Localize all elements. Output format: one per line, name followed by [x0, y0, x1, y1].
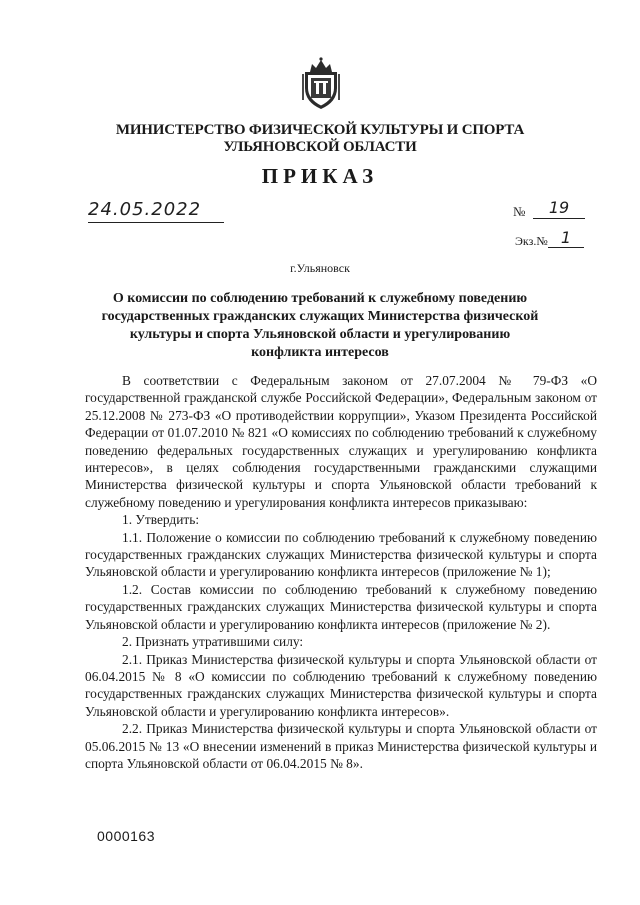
clause-2-2: 2.2. Приказ Министерства физической культуры и спорта Ульяновской области от 05.06.2015 № 13 «О внесении изменений в приказ Министерства физической культуры и спорта Ульяновской области от 06.04.2015 № 8».: [85, 721, 597, 771]
clause-2-1: 2.1. Приказ Министерства физической культуры и спорта Ульяновской области от 06.04.2015 № 8 «О комиссии по соблюдению требований к служебному поведению государственных гражданских служащих Министерства физической культуры и спорта Ульяновской области и урегулированию конфликта интересов».: [85, 651, 597, 719]
order-number: 19: [533, 198, 585, 219]
document-serial-code: 0000163: [97, 828, 156, 844]
order-number-label: №: [513, 204, 526, 219]
clause-1-2: 1.2. Состав комиссии по соблюдению требований к служебному поведению государственных гражданских служащих Министерства физической культуры и спорта Ульяновской области и урегулированию конфликта интересов (приложение № 2).: [85, 581, 597, 632]
order-body: [85, 372, 597, 772]
clause-1: 1. Утвердить:: [122, 512, 200, 528]
issue-city: г.Ульяновск: [290, 261, 350, 275]
order-subject: О комиссии по соблюдению требований к служебному поведению государственных гражданских служащих Министерства физической культуры и спорта Ульяновской области и урегулированию конфликта интересов: [101, 291, 539, 360]
ministry-name: [60, 122, 580, 156]
preamble-paragraph: В соответствии с Федеральным законом от 27.07.2004 № 79-ФЗ «О государственной гражданской службе Российской Федерации», Федеральным законом от 25.12.2008 № 273-ФЗ «О противодействии коррупции», Указом Президента Российской Федерации от 01.07.2010 № 821 «О комиссиях по соблюдению требований к служебному поведению федеральных государственных служащих и урегулированию конфликта интересов», в целях соблюдения государственными гражданскими служащими Министерства физической культуры и спорта Ульяновской области требований к служебному поведению и урегулирования конфликта интересов приказываю:: [85, 373, 597, 510]
clause-1-1: 1.1. Положение о комиссии по соблюдению требований к служебному поведению государственных гражданских служащих Министерства физической культуры и спорта Ульяновской области и урегулированию конфликта интересов (приложение № 1);: [85, 529, 597, 580]
order-date: 24.05.2022: [88, 200, 224, 223]
copy-number: 1: [548, 229, 584, 248]
copy-number-label: Экз.№: [515, 234, 548, 248]
ministry-name-line2: УЛЬЯНОВСКОЙ ОБЛАСТИ: [223, 139, 417, 155]
clause-2: 2. Признать утратившими силу:: [122, 634, 304, 650]
ministry-name-line1: МИНИСТЕРСТВО ФИЗИЧЕСКОЙ КУЛЬТУРЫ И СПОРТА: [115, 122, 525, 138]
document-type-title: ПРИКАЗ: [261, 164, 379, 188]
coat-of-arms-icon: [298, 54, 344, 114]
